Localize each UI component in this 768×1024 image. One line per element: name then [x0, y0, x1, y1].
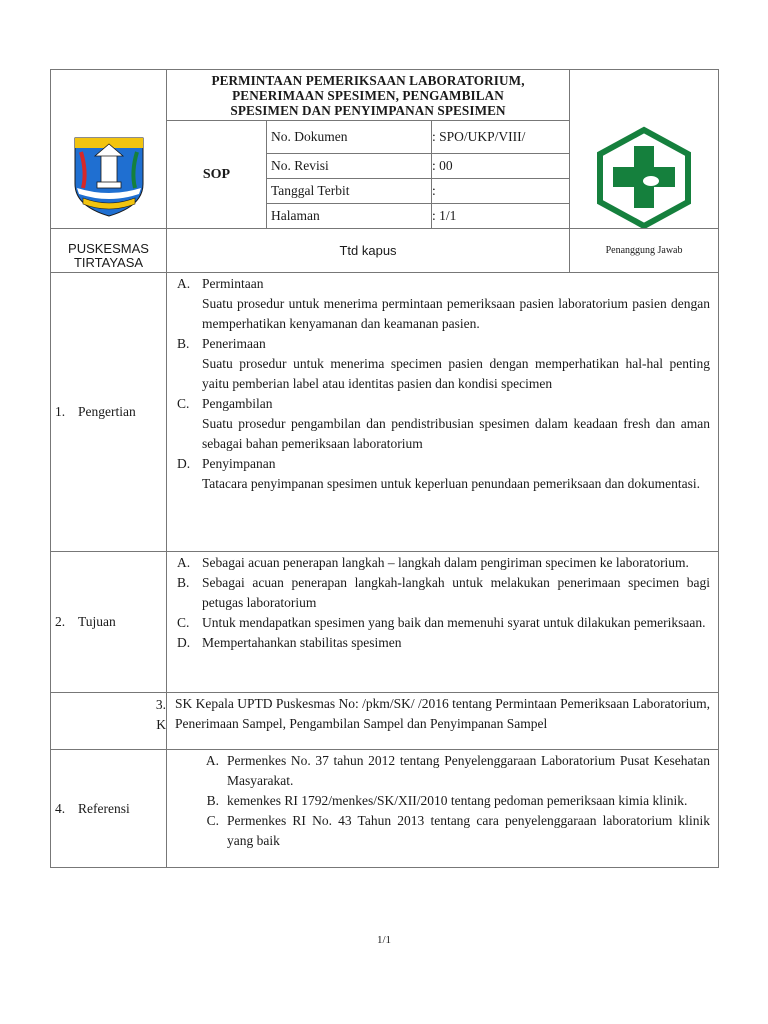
definition-text: Suatu prosedur pengambilan dan pendistribusian spesimen dalam keadaan fresh dan aman sebagai bahan pemeriksaan laboratorium: [202, 416, 711, 451]
puskesmas-cross-icon: [594, 126, 694, 228]
list-item: C. Untuk mendapatkan spesimen yang baik dan memenuhi syarat untuk dilakukan pemeriksaan.: [177, 615, 706, 630]
section-label-tujuan: 2. Tujuan: [51, 552, 167, 693]
puskesmas-line-1: PUSKESMAS: [68, 241, 149, 256]
page-number: 1/1: [376, 934, 392, 946]
list-item: C. Permenkes RI No. 43 Tahun 2013 tentang cara penyelenggaraan laboratorium klinik yang baik: [206, 813, 711, 848]
section-label-kebijakan: 3. K: [51, 693, 167, 750]
list-item: B. Penerimaan: [177, 336, 266, 351]
title-line-3: SPESIMEN DAN PENYIMPANAN SPESIMEN: [230, 103, 506, 118]
section-content-referensi: [167, 750, 719, 868]
sop-document-table: [50, 69, 719, 868]
section-content-kebijakan: SK Kepala UPTD Puskesmas No: /pkm/SK/ /2016 tentang Permintaan Pemeriksaan Laboratorium, Penerimaan Sampel, Pengambilan Sampel dan Penyimpanan Sampel: [167, 693, 719, 750]
meta-label-page: Halaman: [267, 204, 432, 229]
list-item: A. Permenkes No. 37 tahun 2012 tentang Penyelenggaraan Laboratorium Pusat Kesehatan Masyarakat.: [205, 753, 711, 788]
list-item: D. Mempertahankan stabilitas spesimen: [177, 635, 402, 650]
title-line-2: PENERIMAAN SPESIMEN, PENGAMBILAN: [232, 88, 504, 103]
meta-label-revision: No. Revisi: [267, 154, 432, 179]
list-item: B. Sebagai acuan penerapan langkah-langkah untuk melakukan penerimaan specimen bagi petugas laboratorium: [177, 575, 711, 610]
definition-text: Tatacara penyimpanan spesimen untuk keperluan penundaan pemeriksaan dan dokumentasi.: [202, 476, 701, 491]
meta-value-page: : 1/1: [432, 204, 570, 229]
list-item: C. Pengambilan: [177, 396, 273, 411]
regional-emblem-icon: [71, 132, 147, 218]
signature-head-field: Ttd kapus: [167, 229, 570, 273]
section-content-pengertian: [167, 273, 719, 552]
document-title: [167, 70, 570, 121]
definition-text: Suatu prosedur untuk menerima specimen pasien dengan memperhatikan hal-hal penting yaitu pemberian label atau identitas pasien dan kondisi specimen: [202, 356, 711, 391]
section-label-referensi: 4. Referensi: [51, 750, 167, 868]
section-label-pengertian: 1. Pengertian: [51, 273, 167, 552]
title-line-1: PERMINTAAN PEMERIKSAAN LABORATORIUM,: [211, 73, 525, 88]
meta-label-doc-number: No. Dokumen: [267, 121, 432, 154]
regional-logo-cell: [51, 70, 167, 229]
meta-value-doc-number: : SPO/UKP/VIII/: [432, 121, 570, 154]
meta-label-issue-date: Tanggal Terbit: [267, 179, 432, 204]
meta-value-revision: : 00: [432, 154, 570, 179]
list-item: B. kemenkes RI 1792/menkes/SK/XII/2010 tentang pedoman pemeriksaan kimia klinik.: [206, 793, 688, 808]
sop-label: SOP: [167, 121, 267, 229]
list-item: A. Sebagai acuan penerapan langkah – langkah dalam pengiriman specimen ke laboratorium.: [177, 555, 689, 570]
section-content-tujuan: [167, 552, 719, 693]
puskesmas-name: [51, 229, 167, 273]
list-item: A. Permintaan: [177, 276, 264, 291]
puskesmas-line-2: TIRTAYASA: [73, 255, 144, 270]
meta-value-issue-date: :: [432, 179, 570, 204]
puskesmas-logo-cell: [570, 70, 719, 229]
list-item: D. Penyimpanan: [177, 456, 276, 471]
definition-text: Suatu prosedur untuk menerima permintaan pemeriksaan pasien laboratorium pasien dengan memperhatikan kenyamanan dan keamanan pasien.: [202, 296, 711, 331]
responsible-person-field: Penanggung Jawab: [570, 229, 719, 273]
